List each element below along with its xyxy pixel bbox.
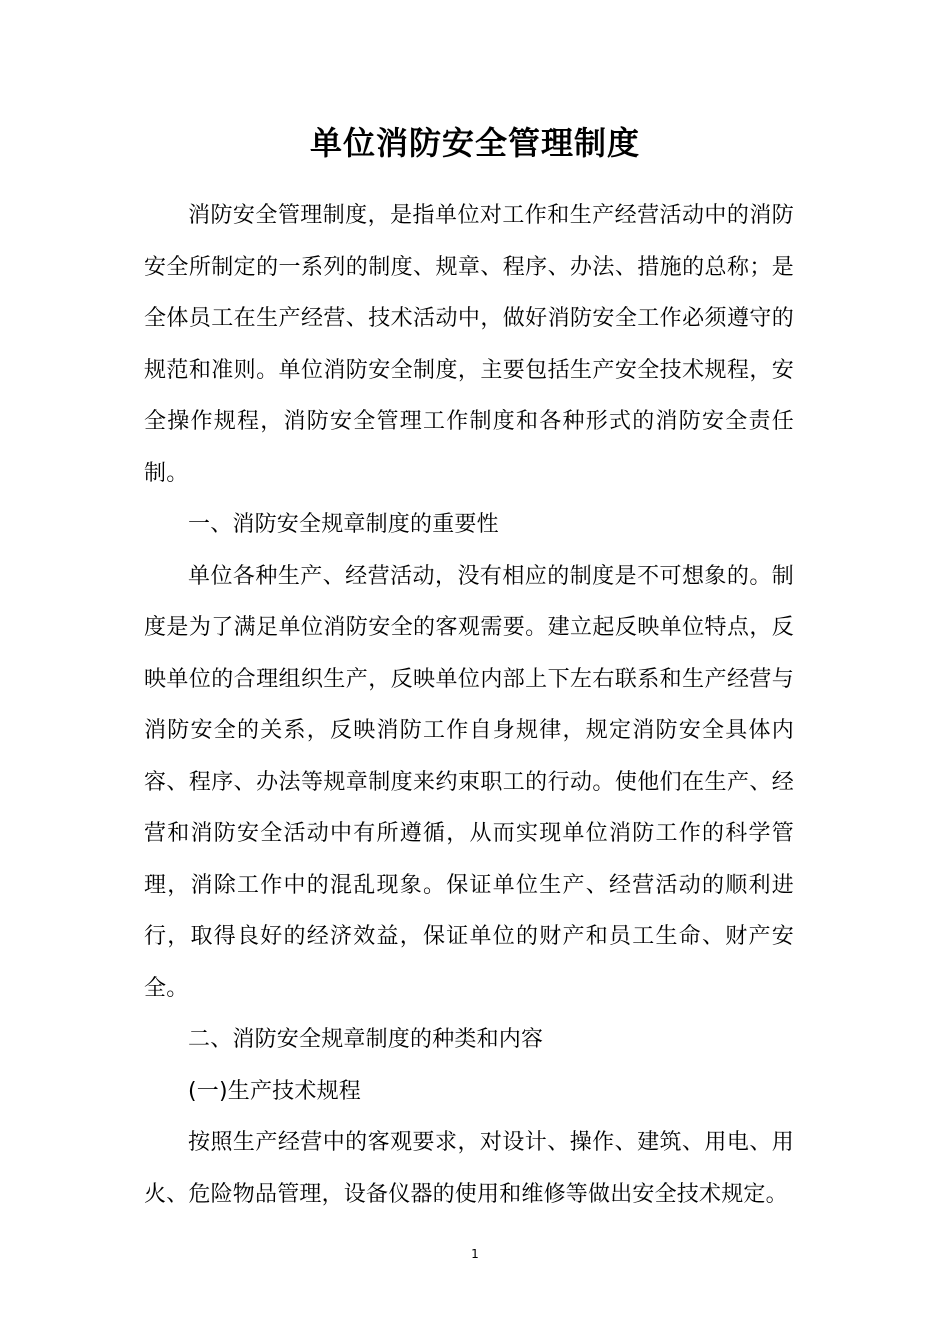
section-heading-types: 二、消防安全规章制度的种类和内容 [188, 1027, 544, 1052]
section-heading-importance: 一、消防安全规章制度的重要性 [188, 512, 499, 537]
page-number: 1 [471, 1247, 479, 1261]
document-body [144, 190, 794, 1220]
intro-paragraph: 消防安全管理制度，是指单位对工作和生产经营活动中的消防安全所制定的一系列的制度、规章、程序、办法、措施的总称；是全体员工在生产经营、技术活动中，做好消防安全工作必须遵守的规范和准则。单位消防安全制度，主要包括生产安全技术规程，安全操作规程，消防安全管理工作制度和各种形式的消防安全责任制。 [144, 203, 794, 486]
subsection-heading-technical-rules: (一)生产技术规程 [188, 1078, 361, 1104]
importance-paragraph: 单位各种生产、经营活动，没有相应的制度是不可想象的。制度是为了满足单位消防安全的客观需要。建立起反映单位特点，反映单位的合理组织生产，反映单位内部上下左右联系和生产经营与消防安全的关系，反映消防工作自身规律，规定消防安全具体内容、程序、办法等规章制度来约束职工的行动。使他们在生产、经营和消防安全活动中有所遵循，从而实现单位消防工作的科学管理，消除工作中的混乱现象。保证单位生产、经营活动的顺利进行，取得良好的经济效益，保证单位的财产和员工生命、财产安全。 [144, 563, 794, 1001]
document-title: 单位消防安全管理制度 [309, 124, 640, 162]
technical-rules-paragraph: 按照生产经营中的客观要求，对设计、操作、建筑、用电、用火、危险物品管理，设备仪器的使用和维修等做出安全技术规定。 [144, 1130, 794, 1207]
